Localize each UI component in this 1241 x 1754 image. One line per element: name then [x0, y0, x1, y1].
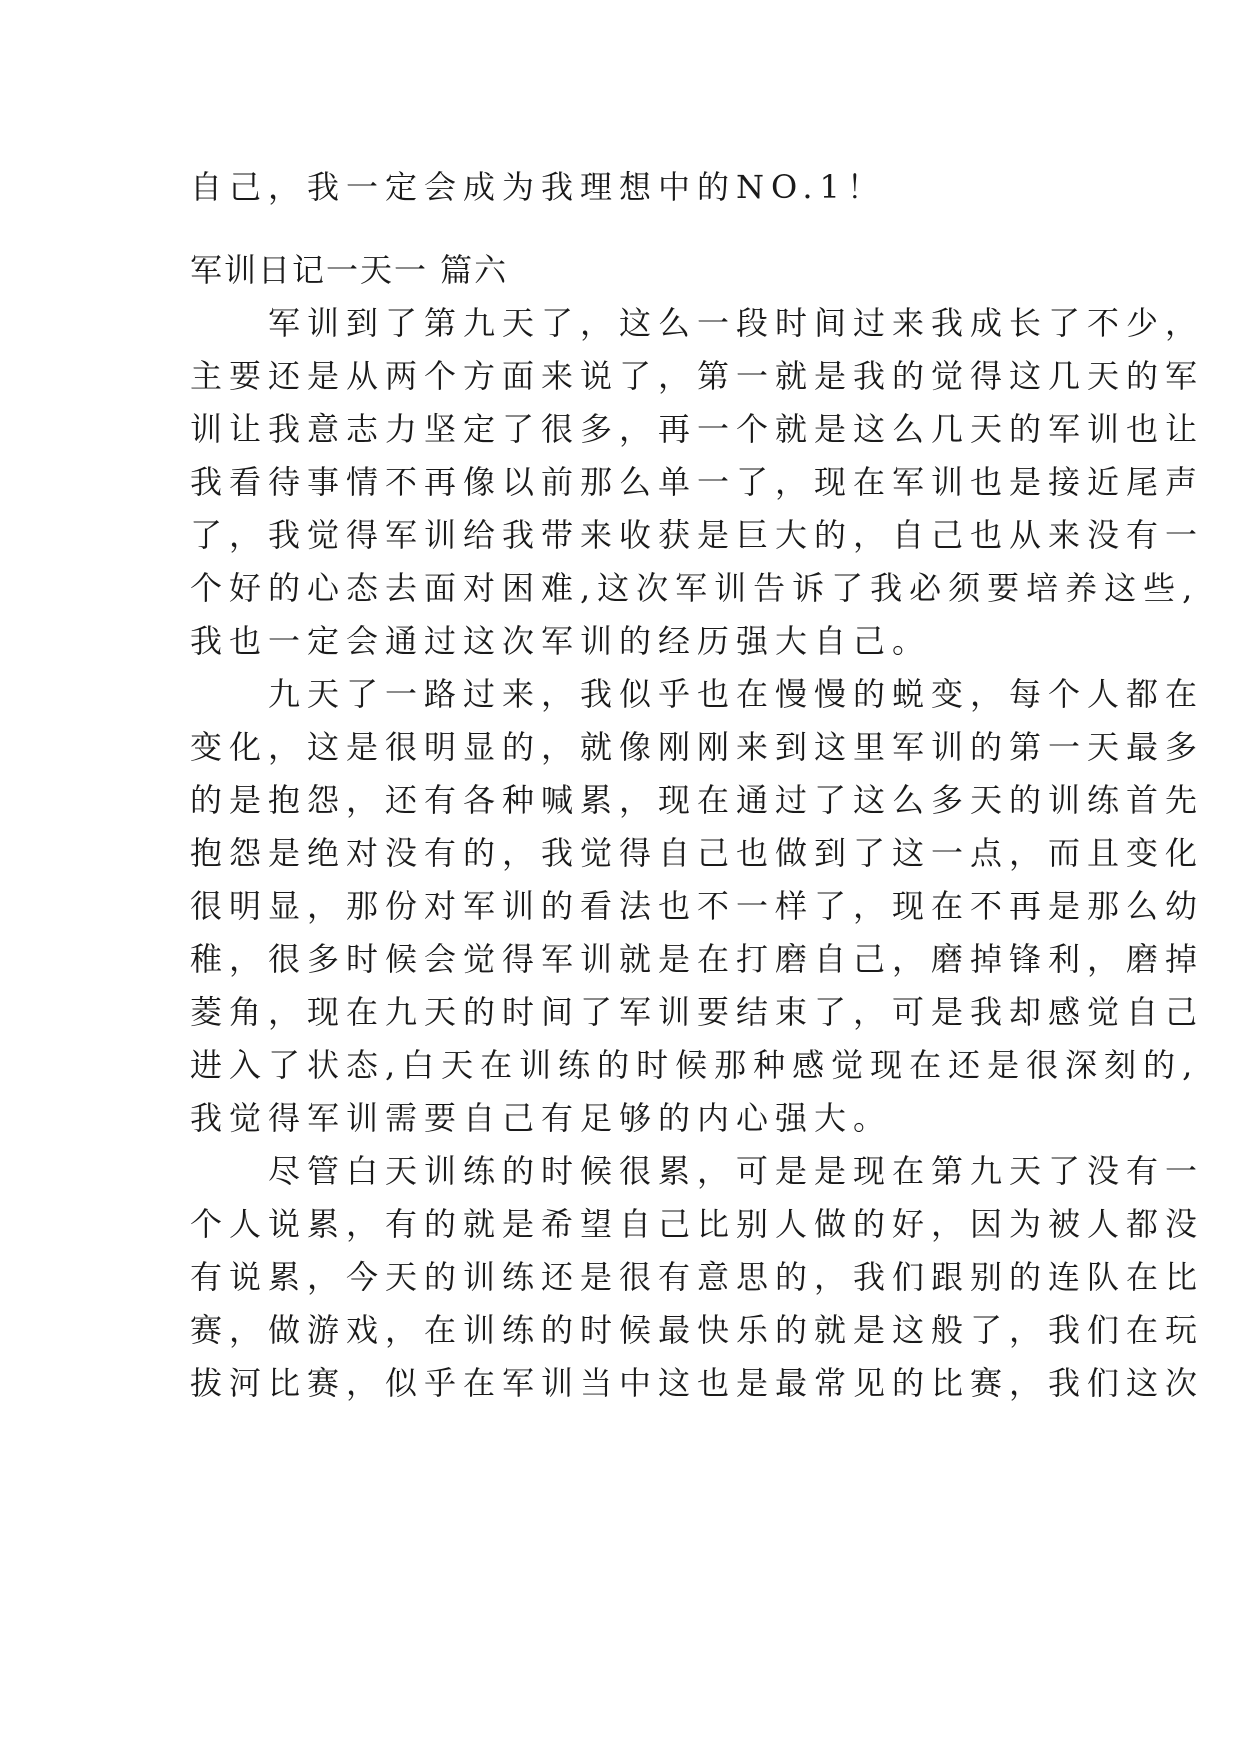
- text-line: 我看待事情不再像以前那么单一了，现在军训也是接近尾声: [190, 463, 1205, 501]
- text-line: 有说累，今天的训练还是很有意思的，我们跟别的连队在比: [190, 1258, 1205, 1296]
- text-line: 训让我意志力坚定了很多，再一个就是这么几天的军训也让: [190, 410, 1205, 448]
- text-line: 很明显，那份对军训的看法也不一样了，现在不再是那么幼: [190, 887, 1205, 925]
- text-line: 赛，做游戏，在训练的时候最快乐的就是这般了，我们在玩: [190, 1311, 1205, 1349]
- text-line: 我觉得军训需要自己有足够的内心强大。: [190, 1099, 893, 1137]
- section-heading: 军训日记一天一 篇六: [190, 251, 509, 289]
- text-line: 尽管白天训练的时候很累，可是是现在第九天了没有一: [190, 1152, 1205, 1190]
- text-line: 了，我觉得军训给我带来收获是巨大的，自己也从来没有一: [190, 516, 1205, 554]
- text-line: 我也一定会通过这次军训的经历强大自己。: [190, 622, 932, 660]
- text-line: 军训到了第九天了，这么一段时间过来我成长了不少，: [190, 304, 1205, 342]
- text-line: 主要还是从两个方面来说了，第一就是我的觉得这几天的军: [190, 357, 1205, 395]
- text-line: 进入了状态,白天在训练的时候那种感觉现在还是很深刻的,: [190, 1046, 1200, 1084]
- text-line: 拔河比赛，似乎在军训当中这也是最常见的比赛，我们这次: [190, 1364, 1205, 1402]
- text-line: 个好的心态去面对困难,这次军训告诉了我必须要培养这些,: [190, 569, 1200, 607]
- text-line: 自己，我一定会成为我理想中的NO.1！: [190, 168, 886, 206]
- text-line: 菱角，现在九天的时间了军训要结束了，可是我却感觉自己: [190, 993, 1205, 1031]
- text-line: 抱怨是绝对没有的，我觉得自己也做到了这一点，而且变化: [190, 834, 1205, 872]
- text-line: 的是抱怨，还有各种喊累，现在通过了这么多天的训练首先: [190, 781, 1205, 819]
- text-line: 个人说累，有的就是希望自己比别人做的好，因为被人都没: [190, 1205, 1205, 1243]
- text-line: 九天了一路过来，我似乎也在慢慢的蜕变，每个人都在: [190, 675, 1205, 713]
- text-line: 稚，很多时候会觉得军训就是在打磨自己，磨掉锋利，磨掉: [190, 940, 1205, 978]
- text-line: 变化，这是很明显的，就像刚刚来到这里军训的第一天最多: [190, 728, 1205, 766]
